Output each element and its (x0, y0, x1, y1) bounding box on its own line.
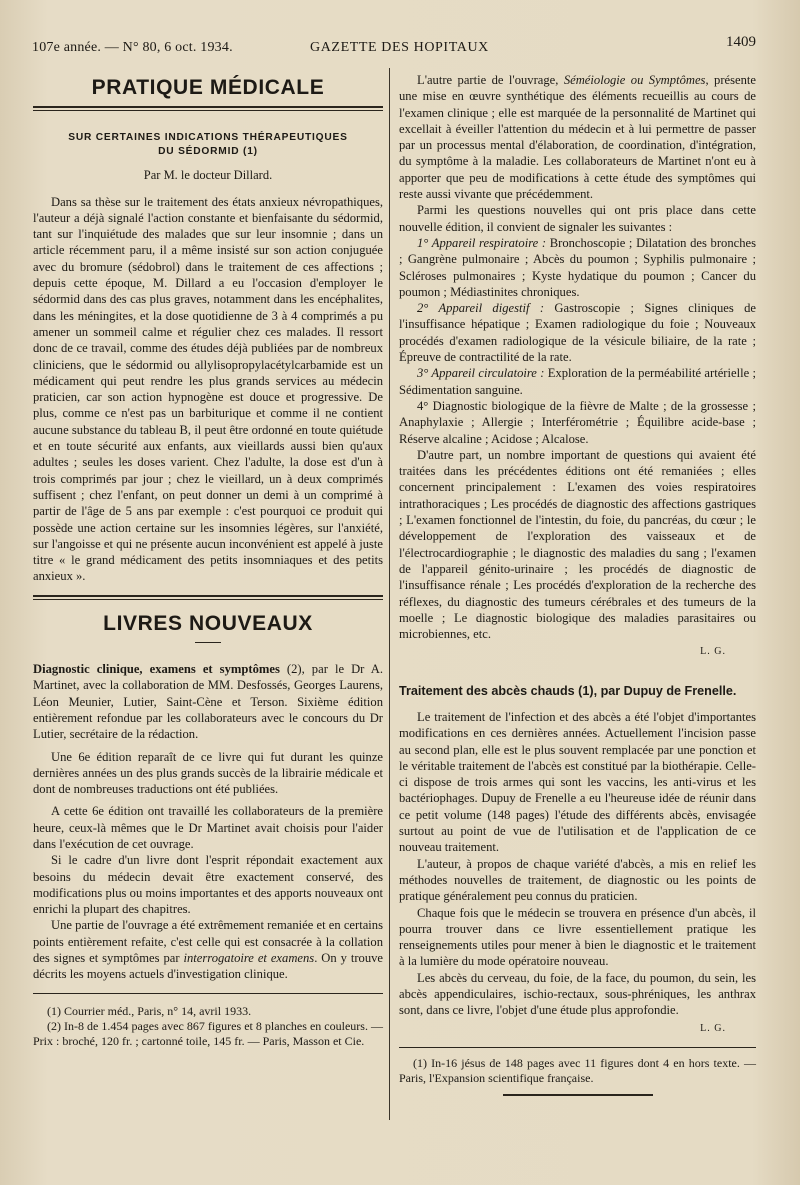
review-text: L'autre partie de l'ouvrage, (417, 73, 564, 87)
list-item-text: Bronchoscopie ; Dilatation des bronches ; Gangrène pulmonaire ; Abcès du poumon ; Syphilis pulmonaire ; Scléroses pulmonaires ; Kyste hydatique du poumon ; Cancer du poumon ; Médiastinites chroniques. (399, 235, 756, 299)
review-paragraph: Le traitement de l'infection et des abcès a été l'objet d'importantes modifications en ces dernières années. Actuellement l'incision passe au second plan, elle est le plus souvent remplacée par une ponction et le véritable traitement de l'abcès est constitué par la biothérapie. Celle-ci dispose de trois armes qui sont les vaccins, les anti-virus et les bactériophages. Dupuy de Frenelle a eu l'heureuse idée de réunir dans ce petit volume (148 pages) l'étude des différents abcès, envisagée surtout au point de vue de l'utilisation et de l'application de ce nouveau traitement. (399, 709, 756, 855)
review-italic: Séméiologie ou Symptômes (563, 73, 706, 87)
review-paragraph: Si le cadre d'un livre dont l'esprit répondait exactement aux besoins du médecin devait être exactement conservé, des modifications plus ou moins importantes et des apports nouveaux ont enrichi la plupart des chapitres. (33, 853, 383, 917)
page-header (32, 34, 756, 60)
journal-title: GAZETTE DES HOPITAUX (310, 40, 489, 55)
footnote-1: (1) Courrier méd., Paris, n° 14, avril 1933. (47, 1003, 252, 1018)
section-title-pratique: PRATIQUE MÉDICALE (91, 76, 325, 99)
review-signature: L. G. (700, 646, 726, 658)
section-title-livres: LIVRES NOUVEAUX (103, 611, 313, 635)
book-entry-1 (33, 661, 383, 742)
list-item-label: 3° Appareil circulatoire : (417, 366, 545, 381)
footnotes (399, 1047, 756, 1096)
book-details: (2), par le Dr A. Martinet, avec la collaboration de MM. Desfossés, Georges Laurens, Léon Meunier, Lutier, Saint-Cène et Terson. Sixième édition entièrement refondue par les collaborateurs avec le concours du Dr Lutier, secrétaire de la rédaction. (33, 662, 383, 742)
review-signature: L. G. (700, 1022, 726, 1034)
list-item (399, 235, 756, 300)
list-item (399, 365, 756, 398)
book-details: (1), par Dupuy de Frenelle. (574, 683, 737, 698)
end-ornament (503, 1094, 653, 1096)
review-paragraph: Une 6e édition reparaît de ce livre qui fut durant les quinze dernières années un des plus grands succès de la librairie médicale et dont de nombreuses traductions ont été publiées. (33, 749, 383, 797)
article-title-line-2: DU SÉDORMID (1) (158, 146, 258, 158)
list-item (399, 300, 756, 365)
book-title: Traitement des abcès chauds (399, 683, 575, 698)
article-title (33, 131, 383, 159)
book-title: Diagnostic clinique, examens et symptômes (33, 662, 280, 677)
title-underline (195, 642, 221, 643)
article-byline: Par M. le docteur Dillard. (143, 168, 273, 183)
review-paragraph: Chaque fois que le médecin se trouvera en présence d'un abcès, il pourra trouver dans ce livre essentiellement pratique les renseignements utiles pour mener à bien le diagnostic et le traitement à la lumière du mode opératoire nouveau. (399, 905, 756, 969)
review-italic: interrogatoire et examens (183, 951, 315, 966)
left-column (33, 72, 383, 1049)
list-item-label: 1° Appareil respiratoire : (417, 235, 547, 250)
section-rule (33, 595, 383, 600)
footnote-2: (2) In-8 de 1.454 pages avec 867 figures et 8 planches en couleurs. — Prix : broché, 120 fr. ; cartonné toile, 145 fr. — Paris, Masson et Cie. (33, 1018, 383, 1048)
book-entry-2 (399, 683, 756, 699)
list-item-label: 2° Appareil digestif : (417, 301, 545, 316)
list-item: 4° Diagnostic biologique de la fièvre de Malte ; de la grossesse ; Anaphylaxie ; Allergie ; Interférométrie ; Équilibre acide-base ; Réserve alcaline ; Acidose ; Alcalose. (399, 398, 756, 446)
list-item-text: Gastroscopie ; Signes cliniques de l'insuffisance hépatique ; Examen radiologique du foie ; Nouveaux procédés d'examen radiologique de la vésicule biliaire, de la rate ; Épreuve de contractilité de la rate. (399, 301, 756, 365)
review-paragraph: Parmi les questions nouvelles qui ont pris place dans cette nouvelle édition, il convient de signaler les suivantes : (399, 203, 756, 234)
list-item-text: Exploration de la perméabilité artérielle ; Sédimentation sanguine. (399, 366, 756, 397)
footnote-1: (1) In-16 jésus de 148 pages avec 11 figures dont 4 en hors texte. — Paris, l'Expansion scientifique française. (399, 1055, 756, 1085)
article-paragraph: Dans sa thèse sur le traitement des états anxieux névropathiques, l'auteur a déjà signalé l'action constante et bienfaisante du sédormid, tant sur l'inquiétude des malades que sur leur insomnie ; dans un article récemment paru, il a même insisté sur son action conjuguée avec du bromure (sédobrol) dans le traitement de ces affections ; depuis cette époque, M. Dillard a eu l'occasion d'employer le sédormid dans des cas plus graves, notamment dans les encéphalites, dans les méningites, et la dose quotidienne de 3 à 4 comprimés a pu amener un sommeil calme et régulier chez ces malades. Il ressort donc de ce travail, comme des études déjà publiées par de nombreux cliniciens, que le sédormid ou allylisopropylacétylcarbamide est un médicament qui peut rendre les plus grands services au médecin praticien, car son action hypnogène est douce et progressive. De plus, comme ce n'est pas un barbiturique et comme il ne contient aucune substance du tableau B, il peut être ordonné en toute quiétude et en toute sécurité aux enfants, aux vieillards aussi bien qu'aux adultes ; seules les doses varient. Chez l'adulte, la dose est d'un à trois comprimés par jour ; chez le vieillard, un à deux comprimés suffisent ; chez l'enfant, on peut donner un demi à un comprimé à partir de l'âge de 5 ans par exemple : c'est pourquoi ce produit qui possède une action certaine sur les insomnies légères, sur l'anxiété, sur l'angoisse et qui ne présente aucun inconvénient est appelé à juste titre « le grand médicament des petits insomniaques et des petits anxieux ». (33, 194, 383, 584)
review-paragraph: Les abcès du cerveau, du foie, de la face, du poumon, du sein, les abcès appendiculaires, ischio-rectaux, sous-phréniques, les anthrax sont, dans ce livre, l'objet d'une étude plus approfondie. (399, 970, 756, 1018)
footnotes (33, 993, 383, 1049)
right-column (399, 72, 756, 1096)
review-text: . On y trouve décrits les moyens actuels d'investigation clinique. (33, 951, 383, 982)
review-paragraph (33, 917, 383, 982)
article-title-line-1: SUR CERTAINES INDICATIONS THÉRAPEUTIQUES (68, 132, 348, 144)
column-divider (389, 68, 390, 1120)
review-text: , présente une mise en œuvre synthétique des éléments recueillis au cours de l'examen clinique ; elle est marquée de la personnalité de Martinet qui excellait à éveiller l'attention du médecin et à lui permettre de passer par un processus mental d'élaboration, de coordination, d'intégration, du symptôme à la maladie. Les collaborateurs de Martinet n'ont eu à apporter que peu de modifications à cette étude des symptômes qui reste aussi vivante que précédemment. (399, 73, 756, 202)
issue-info: 107e année. — N° 80, 6 oct. 1934. (32, 40, 233, 55)
review-paragraph: D'autre part, un nombre important de questions qui avaient été traitées dans les précédentes éditions ont été remaniées ; elles concernent principalement : L'examen des voies respiratoires intrathoraciques ; Les procédés de diagnostic des affections gastriques ; L'examen fonctionnel de l'intestin, du foie, du pancréas, du cœur ; le développement de l'exploration des vaisseaux et de l'électrocardiographie ; le diagnostic des maladies du sang ; l'examen de l'appareil génito-urinaire ; les procédés de diagnostic de l'insuffisance rénale ; Les procédés d'exploration de la recherche des réflexes, du diagnostic des tumeurs cérébrales et des tumeurs de la moelle ; Le diagnostic biologique des maladies parasitaires ou microbiennes, etc. (399, 447, 756, 642)
section-rule (33, 106, 383, 111)
review-paragraph: A cette 6e édition ont travaillé les collaborateurs de la première heure, ceux-là mêmes que le Dr Martinet avait choisis pour l'aider dans l'exécution de cet ouvrage. (33, 804, 383, 851)
review-text: Une partie de l'ouvrage a été extrêmement remaniée et en certains points entièrement refaite, c'est celle qui est consacrée à la collation des signes et symptômes par (33, 918, 383, 966)
page-number: 1409 (726, 34, 756, 50)
review-paragraph: L'auteur, à propos de chaque variété d'abcès, a mis en relief les méthodes nouvelles de traitement, de diagnostic ou les points de pratique généralement peu connus du praticien. (399, 856, 756, 904)
review-paragraph (399, 72, 756, 202)
